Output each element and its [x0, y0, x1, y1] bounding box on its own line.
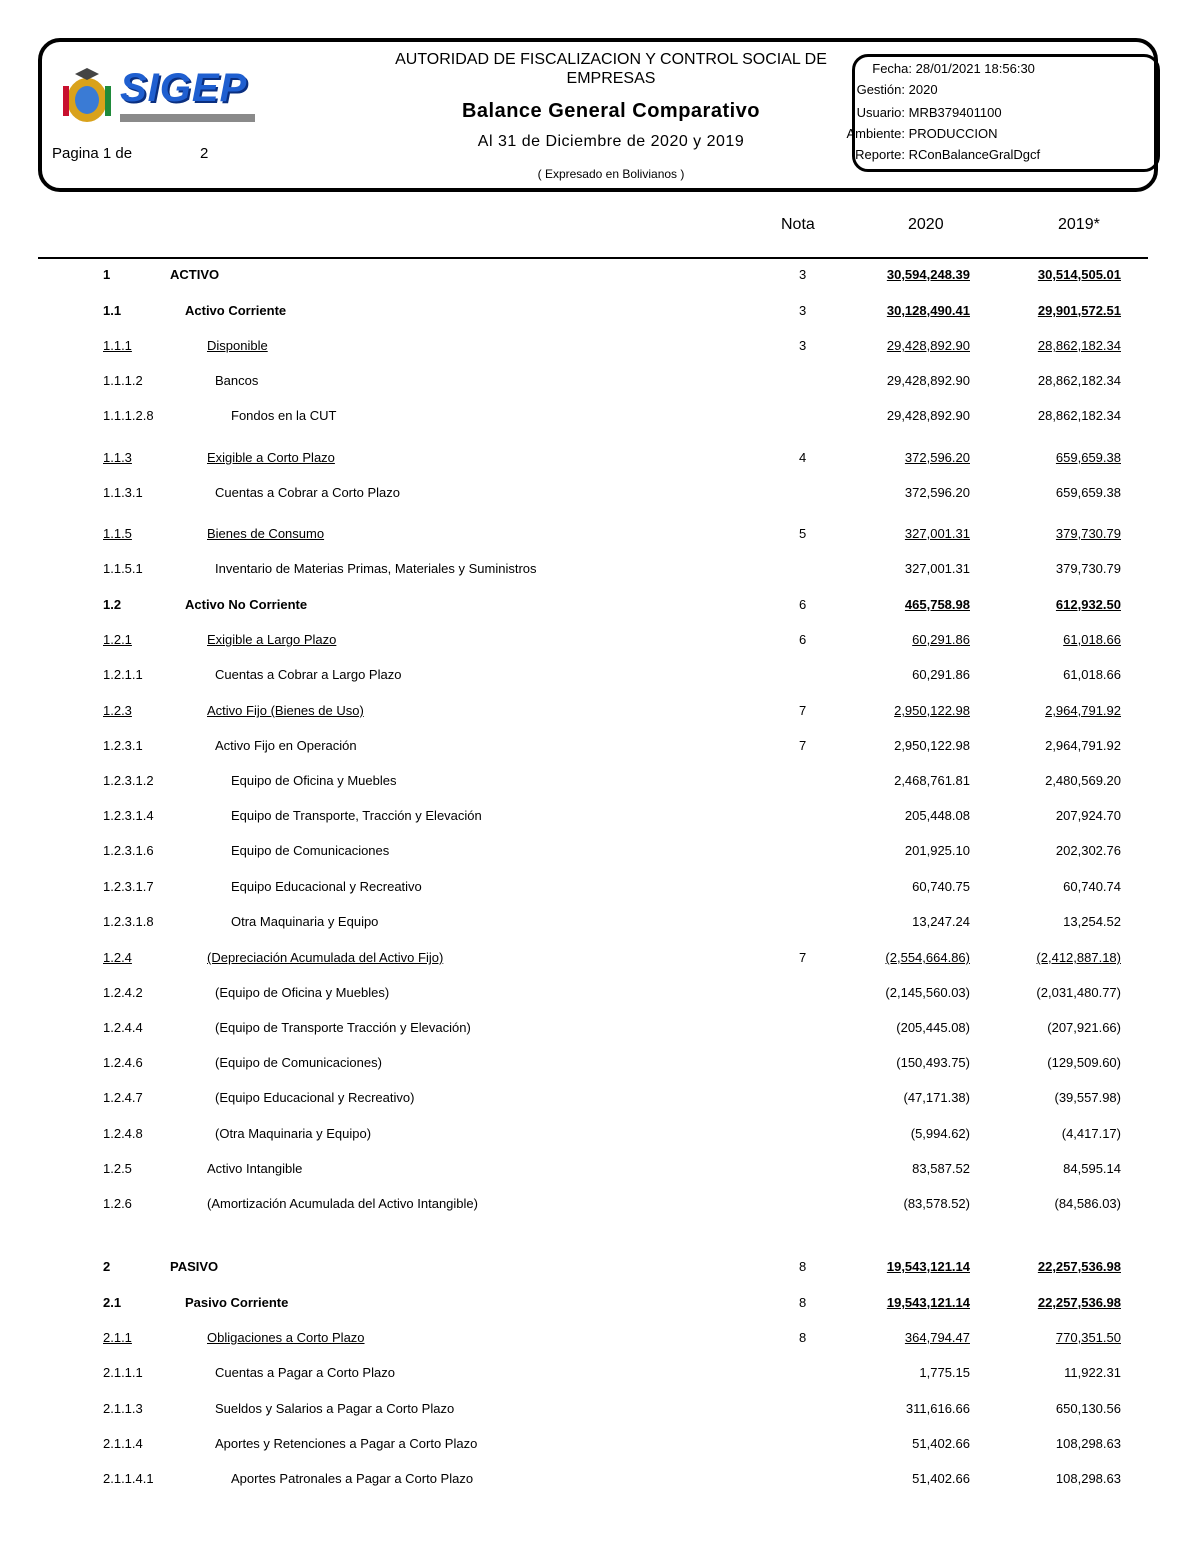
table-row: [0, 1196, 1200, 1216]
row-code: 1.1.3.1: [103, 485, 143, 500]
table-row: [0, 1295, 1200, 1315]
row-account-name: Equipo de Oficina y Muebles: [231, 773, 397, 788]
table-row: [0, 526, 1200, 546]
row-code: 1.2.4.2: [103, 985, 143, 1000]
row-value-2020: 465,758.98: [904, 597, 970, 612]
row-value-2020: 83,587.52: [912, 1161, 970, 1176]
table-row: [0, 1161, 1200, 1181]
row-code: 1: [103, 267, 111, 282]
table-row: [0, 373, 1200, 393]
row-code: 1.1: [103, 303, 122, 318]
row-value-2019: (2,031,480.77): [1036, 985, 1121, 1000]
meta-ambiente-label: Ambiente:: [846, 126, 905, 141]
row-value-2020: 19,543,121.14: [886, 1259, 970, 1274]
meta-reporte: [799, 147, 1040, 162]
row-value-2020: 1,775.15: [919, 1365, 970, 1380]
row-value-2020: 30,128,490.41: [886, 303, 970, 318]
row-account-name: (Equipo de Oficina y Muebles): [215, 985, 390, 1000]
row-value-2019: 28,862,182.34: [1037, 338, 1121, 353]
row-value-2020: 364,794.47: [904, 1330, 970, 1345]
row-code: 1.2.5: [103, 1161, 132, 1176]
row-value-2020: 13,247.24: [912, 914, 970, 929]
row-nota: 3: [799, 303, 807, 318]
row-code: 2.1.1.3: [103, 1401, 143, 1416]
row-value-2019: 28,862,182.34: [1037, 408, 1121, 423]
row-code: 1.2.4.8: [103, 1126, 143, 1141]
bolivia-coat-of-arms-icon: [55, 66, 125, 126]
row-account-name: (Equipo Educacional y Recreativo): [215, 1090, 415, 1105]
row-value-2019: 108,298.63: [1055, 1471, 1121, 1486]
row-account-name: Activo Intangible: [207, 1161, 303, 1176]
column-header-2019: 2019*: [1058, 216, 1100, 233]
table-row: [0, 1259, 1200, 1279]
report-subtitle: Al 31 de Diciembre de 2020 y 2019: [477, 133, 745, 150]
row-value-2020: 311,616.66: [905, 1401, 970, 1416]
row-value-2020: 29,428,892.90: [886, 408, 970, 423]
table-row: [0, 1126, 1200, 1146]
meta-usuario-value: MRB379401100: [908, 105, 1002, 120]
meta-usuario-label: Usuario:: [856, 105, 905, 120]
row-value-2019: 28,862,182.34: [1037, 373, 1121, 388]
row-account-name: Cuentas a Pagar a Corto Plazo: [215, 1365, 395, 1380]
row-code: 1.2.1.1: [103, 667, 143, 682]
row-code: 1.2.4.7: [103, 1090, 143, 1105]
row-value-2020: 372,596.20: [904, 485, 970, 500]
row-code: 1.2.3.1: [103, 738, 143, 753]
row-value-2020: 30,594,248.39: [886, 267, 970, 282]
logo-underline: [120, 114, 255, 122]
meta-reporte-value: RConBalanceGralDgcf: [908, 147, 1041, 162]
row-value-2019: 2,480,569.20: [1045, 773, 1121, 788]
logo-text: SIGEP: [120, 66, 248, 110]
meta-ambiente-value: PRODUCCION: [908, 126, 998, 141]
table-row: [0, 408, 1200, 428]
row-account-name: (Amortización Acumulada del Activo Intangible): [207, 1196, 478, 1211]
row-value-2020: 51,402.66: [912, 1436, 970, 1451]
row-account-name: PASIVO: [170, 1259, 219, 1274]
row-value-2020: (205,445.08): [896, 1020, 970, 1035]
row-nota: 5: [799, 526, 807, 541]
table-row: [0, 1020, 1200, 1040]
row-code: 1.2.3: [103, 703, 132, 718]
row-account-name: Disponible: [207, 338, 268, 353]
row-code: 1.2.3.1.6: [103, 843, 154, 858]
row-nota: 6: [799, 632, 807, 647]
table-row: [0, 450, 1200, 470]
table-row: [0, 950, 1200, 970]
row-nota: 4: [799, 450, 807, 465]
row-account-name: Activo Fijo en Operación: [215, 738, 357, 753]
row-value-2020: 60,740.75: [912, 879, 970, 894]
row-account-name: (Equipo de Comunicaciones): [215, 1055, 382, 1070]
column-header-2020: 2020: [908, 216, 944, 233]
row-value-2020: 19,543,121.14: [886, 1295, 970, 1310]
row-account-name: Otra Maquinaria y Equipo: [231, 914, 379, 929]
table-row: [0, 738, 1200, 758]
row-value-2019: 61,018.66: [1063, 632, 1121, 647]
table-row: [0, 914, 1200, 934]
row-value-2019: 770,351.50: [1055, 1330, 1121, 1345]
table-row: [0, 1471, 1200, 1491]
row-code: 2.1.1.4: [103, 1436, 143, 1451]
row-value-2019: 207,924.70: [1055, 808, 1121, 823]
row-code: 1.2.4: [103, 950, 132, 965]
table-row: [0, 1436, 1200, 1456]
table-row: [0, 703, 1200, 723]
row-account-name: Activo No Corriente: [185, 597, 308, 612]
meta-reporte-label: Reporte:: [855, 147, 905, 162]
row-value-2019: 30,514,505.01: [1037, 267, 1121, 282]
row-account-name: (Equipo de Transporte Tracción y Elevación): [215, 1020, 471, 1035]
table-row: [0, 303, 1200, 323]
row-account-name: Equipo Educacional y Recreativo: [231, 879, 422, 894]
meta-gestion-value: 2020: [908, 82, 938, 97]
row-code: 1.2.3.1.2: [103, 773, 154, 788]
row-value-2020: (47,171.38): [903, 1090, 970, 1105]
table-row: [0, 985, 1200, 1005]
row-value-2019: 379,730.79: [1055, 526, 1121, 541]
table-row: [0, 808, 1200, 828]
table-row: [0, 485, 1200, 505]
meta-fecha: [806, 61, 1035, 76]
row-code: 1.1.1: [103, 338, 132, 353]
row-value-2020: (2,145,560.03): [885, 985, 970, 1000]
row-value-2019: 2,964,791.92: [1045, 738, 1121, 753]
meta-gestion: [799, 82, 938, 97]
row-account-name: Bienes de Consumo: [207, 526, 325, 541]
table-row: [0, 267, 1200, 287]
report-title: Balance General Comparativo: [461, 100, 761, 122]
row-value-2019: (129,509.60): [1047, 1055, 1121, 1070]
row-value-2019: 108,298.63: [1055, 1436, 1121, 1451]
meta-fecha-value: 28/01/2021 18:56:30: [915, 61, 1035, 76]
row-nota: 8: [799, 1295, 807, 1310]
row-code: 1.1.3: [103, 450, 132, 465]
row-value-2020: 372,596.20: [904, 450, 970, 465]
row-account-name: (Depreciación Acumulada del Activo Fijo): [207, 950, 444, 965]
row-value-2020: (83,578.52): [903, 1196, 970, 1211]
meta-usuario: [799, 105, 1002, 120]
row-account-name: Exigible a Corto Plazo: [207, 450, 335, 465]
row-account-name: Fondos en la CUT: [231, 408, 337, 423]
row-value-2020: 29,428,892.90: [886, 373, 970, 388]
row-code: 2.1.1.1: [103, 1365, 143, 1380]
row-value-2020: (5,994.62): [910, 1126, 970, 1141]
table-row: [0, 597, 1200, 617]
table-row: [0, 632, 1200, 652]
row-account-name: Cuentas a Cobrar a Largo Plazo: [215, 667, 402, 682]
row-account-name: Equipo de Transporte, Tracción y Elevación: [231, 808, 482, 823]
row-value-2019: 202,302.76: [1055, 843, 1121, 858]
row-account-name: Inventario de Materias Primas, Materiales y Suministros: [215, 561, 537, 576]
page-total: 2: [200, 145, 209, 162]
row-value-2019: 659,659.38: [1055, 450, 1121, 465]
row-code: 2.1.1: [103, 1330, 132, 1345]
row-value-2019: 60,740.74: [1063, 879, 1121, 894]
row-value-2020: 60,291.86: [912, 667, 970, 682]
column-header-nota: Nota: [781, 216, 815, 233]
row-code: 1.1.5: [103, 526, 132, 541]
row-account-name: Obligaciones a Corto Plazo: [207, 1330, 365, 1345]
row-account-name: (Otra Maquinaria y Equipo): [215, 1126, 372, 1141]
row-account-name: Exigible a Largo Plazo: [207, 632, 337, 647]
row-value-2019: 13,254.52: [1063, 914, 1121, 929]
row-account-name: Pasivo Corriente: [185, 1295, 289, 1310]
row-value-2019: (4,417.17): [1061, 1126, 1121, 1141]
row-nota: 3: [799, 267, 807, 282]
row-nota: 8: [799, 1330, 807, 1345]
row-account-name: Sueldos y Salarios a Pagar a Corto Plazo: [215, 1401, 455, 1416]
meta-fecha-label: Fecha:: [872, 61, 912, 76]
row-value-2020: 51,402.66: [912, 1471, 970, 1486]
row-nota: 7: [799, 738, 807, 753]
row-value-2020: 327,001.31: [904, 561, 970, 576]
row-nota: 6: [799, 597, 807, 612]
row-value-2019: 29,901,572.51: [1037, 303, 1121, 318]
row-code: 1.2.4.6: [103, 1055, 143, 1070]
row-code: 2: [103, 1259, 111, 1274]
row-account-name: Aportes Patronales a Pagar a Corto Plazo: [231, 1471, 474, 1486]
row-code: 1.2.1: [103, 632, 132, 647]
row-value-2019: 11,922.31: [1064, 1365, 1121, 1380]
row-code: 1.2.4.4: [103, 1020, 143, 1035]
row-code: 1.2.3.1.7: [103, 879, 154, 894]
row-account-name: Activo Fijo (Bienes de Uso): [207, 703, 364, 718]
row-code: 2.1.1.4.1: [103, 1471, 154, 1486]
row-code: 1.1.5.1: [103, 561, 143, 576]
row-account-name: Aportes y Retenciones a Pagar a Corto Plazo: [215, 1436, 478, 1451]
page-label: Pagina 1 de: [52, 145, 133, 162]
row-value-2020: 2,950,122.98: [894, 738, 970, 753]
table-row: [0, 1365, 1200, 1385]
row-value-2020: (150,493.75): [896, 1055, 970, 1070]
table-row: [0, 667, 1200, 687]
row-value-2019: 22,257,536.98: [1037, 1259, 1121, 1274]
row-nota: 7: [799, 703, 807, 718]
row-value-2020: 2,950,122.98: [894, 703, 970, 718]
row-nota: 8: [799, 1259, 807, 1274]
row-account-name: Bancos: [215, 373, 259, 388]
meta-ambiente: [799, 126, 997, 141]
table-row: [0, 1330, 1200, 1350]
table-row: [0, 773, 1200, 793]
row-value-2019: 2,964,791.92: [1045, 703, 1121, 718]
row-account-name: Cuentas a Cobrar a Corto Plazo: [215, 485, 400, 500]
row-value-2020: 327,001.31: [904, 526, 970, 541]
row-nota: 7: [799, 950, 807, 965]
row-value-2019: (39,557.98): [1054, 1090, 1121, 1105]
row-value-2020: 205,448.08: [904, 808, 970, 823]
row-account-name: Activo Corriente: [185, 303, 287, 318]
row-code: 1.1.1.2.8: [103, 408, 154, 423]
row-value-2019: 659,659.38: [1055, 485, 1121, 500]
row-code: 1.2.3.1.4: [103, 808, 154, 823]
row-account-name: Equipo de Comunicaciones: [231, 843, 390, 858]
header-divider: [38, 257, 1148, 259]
table-row: [0, 843, 1200, 863]
row-value-2019: 61,018.66: [1063, 667, 1121, 682]
row-value-2020: 201,925.10: [904, 843, 970, 858]
table-row: [0, 879, 1200, 899]
row-value-2020: 29,428,892.90: [886, 338, 970, 353]
row-value-2020: 60,291.86: [912, 632, 970, 647]
table-row: [0, 1055, 1200, 1075]
meta-gestion-label: Gestión:: [856, 82, 905, 97]
row-value-2020: 2,468,761.81: [894, 773, 970, 788]
table-row: [0, 561, 1200, 581]
row-value-2019: 22,257,536.98: [1037, 1295, 1121, 1310]
row-nota: 3: [799, 338, 807, 353]
row-code: 1.1.1.2: [103, 373, 143, 388]
row-value-2019: 84,595.14: [1063, 1161, 1121, 1176]
row-value-2019: (2,412,887.18): [1036, 950, 1121, 965]
row-value-2019: (207,921.66): [1047, 1020, 1121, 1035]
row-code: 1.2.6: [103, 1196, 132, 1211]
table-row: [0, 338, 1200, 358]
organization-name: AUTORIDAD DE FISCALIZACION Y CONTROL SOCIAL DE EMPRESAS: [395, 51, 827, 87]
row-code: 1.2.3.1.8: [103, 914, 154, 929]
row-value-2019: 612,932.50: [1055, 597, 1121, 612]
table-row: [0, 1401, 1200, 1421]
row-value-2019: (84,586.03): [1054, 1196, 1121, 1211]
row-code: 2.1: [103, 1295, 122, 1310]
row-code: 1.2: [103, 597, 122, 612]
row-value-2019: 650,130.56: [1055, 1401, 1121, 1416]
currency-note: ( Expresado en Bolivianos ): [537, 167, 685, 181]
row-account-name: ACTIVO: [170, 267, 220, 282]
table-row: [0, 1090, 1200, 1110]
row-value-2020: (2,554,664.86): [885, 950, 970, 965]
row-value-2019: 379,730.79: [1055, 561, 1121, 576]
